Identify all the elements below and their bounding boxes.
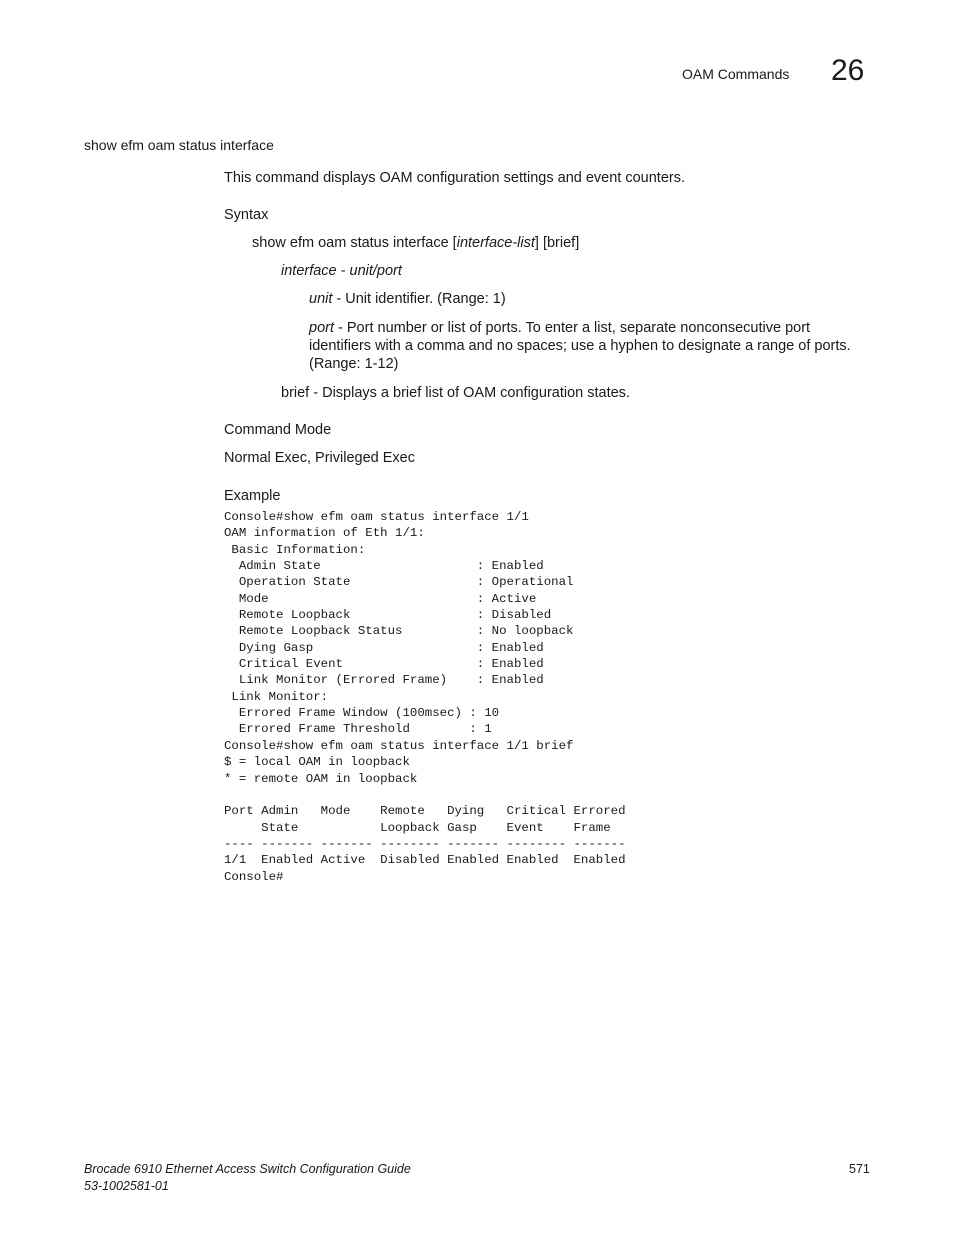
param-unit (309, 290, 506, 308)
example-heading: Example (224, 488, 281, 504)
syntax-command: show efm oam status interface (252, 235, 449, 251)
param-port-desc: - Port number or list of ports. To enter a list, separate nonconsecutive port identifiers with a comma and no spaces; use a hyphen to designate a range of ports. (Range: 1-12) (309, 320, 851, 372)
syntax-bracket-close: ] (575, 235, 580, 251)
syntax-bracket-open: [ (448, 235, 457, 251)
command-mode-heading: Command Mode (224, 422, 332, 438)
syntax-arg-brief: brief (546, 235, 576, 251)
param-port-name: port (309, 320, 334, 336)
chapter-label: OAM Commands (682, 66, 790, 82)
footer-guide-title: Brocade 6910 Ethernet Access Switch Configuration Guide (84, 1162, 411, 1176)
syntax-arg-interface-list: interface-list (456, 235, 535, 251)
command-title: show efm oam status interface (84, 137, 274, 153)
param-unit-desc: - Unit identifier. (Range: 1) (332, 291, 506, 307)
syntax-heading: Syntax (224, 207, 269, 223)
console-output: Console#show efm oam status interface 1/1 OAM information of Eth 1/1: Basic Information: Admin State : Enabled Operation State : Operational Mode : Active Remote Loopback : Disabled Remote Loopback Status : No loopback Dying Gasp : Enabled Critical Event : Enabled Link Monitor (Errored Frame) : Enabled Link Monitor: Errored Frame Window (100msec) : 10 Errored Frame Threshold : 1 Console#show efm oam status interface 1/1 brief $ = local OAM in loopback * = remote OAM in loopback Port Admin Mode Remote Dying Critical Errored State Loopback Gasp Event Frame ---- ------- ------- -------- ------- -------- ------- 1/1 Enabled Active Disabled Enabled Enabled Enabled Console# (224, 510, 626, 884)
param-brief (281, 384, 630, 402)
param-port (309, 319, 869, 373)
param-interface (281, 262, 402, 280)
param-brief-desc: - Displays a brief list of OAM configuration states. (309, 385, 630, 401)
syntax-line (252, 234, 579, 252)
param-interface-desc: - unit/port (336, 263, 402, 279)
param-brief-name: brief (281, 385, 310, 401)
param-unit-name: unit (309, 291, 333, 307)
command-description: This command displays OAM configuration settings and event counters. (224, 170, 686, 186)
footer-doc-number: 53-1002581-01 (84, 1179, 169, 1193)
chapter-number: 26 (831, 54, 865, 87)
param-interface-name: interface (281, 263, 337, 279)
command-mode-text: Normal Exec, Privileged Exec (224, 450, 415, 466)
page-number: 571 (849, 1162, 870, 1176)
syntax-bracket-mid: ] [ (534, 235, 547, 251)
